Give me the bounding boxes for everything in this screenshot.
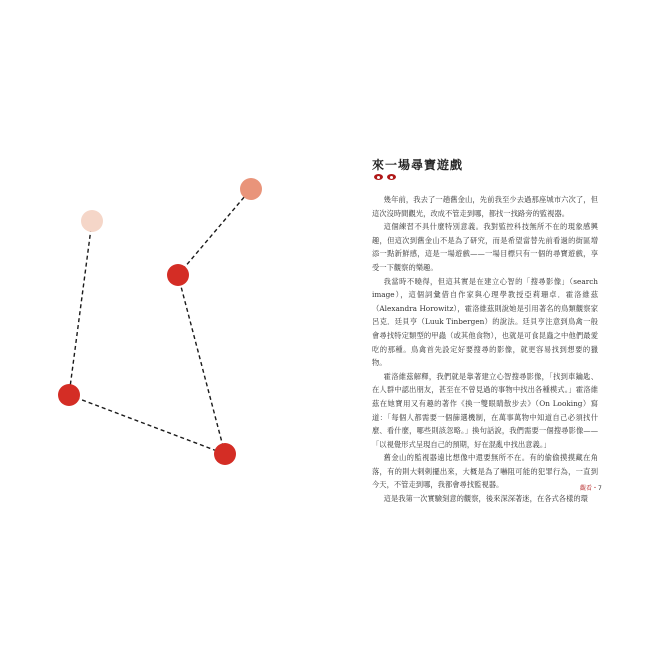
body-text bbox=[372, 193, 598, 506]
paragraph: 霍洛維茲解釋，我們就是靠著建立心智搜尋影像，「找到車鑰匙、在人群中認出朋友，甚至在不曾見過的事物中找出各種模式。」霍洛維茲在她寶用又有趣的著作《換一雙眼睛散步去》（On Looking）寫道：「每個人都需要一個篩選機制，在萬事萬物中知道自己必須找什麼、看什麼，哪些則該忽略。」換句話說，我們需要一個搜尋影像——「以視覺形式呈現自己的預期，好在混亂中找出意義。」 bbox=[372, 371, 598, 449]
dot bbox=[240, 178, 262, 200]
footer-separator: ・ bbox=[592, 485, 599, 492]
page-footer bbox=[580, 483, 602, 492]
eye-ornament bbox=[374, 174, 396, 180]
section-name: 觀看 bbox=[580, 485, 593, 492]
dashed-connector bbox=[178, 275, 225, 454]
dashed-connector bbox=[69, 395, 225, 454]
paragraph: 我當時不曉得，但這其實是在建立心智的「搜尋影像」（search image），這個詞彙借自作家與心理學教授亞莉珊卓．霍洛維茲（Alexandra Horowitz），霍洛維茲則說她是引用著名的鳥類觀察家呂克．廷貝亨（Luuk Tinbergen）的說法。廷貝亨注意到鳥禽一般會尋找特定類型的甲蟲（或其他食物），也就是可食昆蟲之中他們最愛吃的那種。鳥禽首先設定好要搜尋的影像，就更容易找到想要的獵物。 bbox=[372, 276, 598, 368]
eye-icon bbox=[374, 174, 383, 180]
page-title: 來一場尋寶遊戲 bbox=[372, 158, 464, 172]
paragraph: 這是我第一次實驗刻意的觀察，後來深深著迷，在各式各樣的環 bbox=[383, 494, 588, 504]
dashed-connector bbox=[69, 221, 92, 395]
dot bbox=[214, 443, 236, 465]
dashed-connector bbox=[178, 189, 251, 275]
dot bbox=[167, 264, 189, 286]
dot bbox=[81, 210, 103, 232]
page-number: 7 bbox=[598, 485, 602, 492]
dot bbox=[58, 384, 80, 406]
eye-icon bbox=[387, 174, 396, 180]
paragraph: 幾年前，我去了一趟舊金山，先前我至少去過那座城市六次了，但這次沒時間觀光，改成不管走到哪，都找一找路旁的監視器。 bbox=[372, 195, 598, 218]
paragraph: 這個練習不具什麼特別意義。我對監控科技無所不在的現象感興趣，但這次到舊金山不是為了研究，而是希望當替先前看過的街區增添一點新鮮感，這是一場遊戲——一場目標只有一個的尋寶遊戲，享受一下觀察的樂趣。 bbox=[372, 222, 598, 272]
paragraph: 舊金山的監視器遠比想像中還要無所不在。有的偷偷摸摸藏在角落，有的則大剌剌擺出來，大概是為了嚇阻可能的犯罪行為，一直到今天，不管走到哪，我都會尋找監視器。 bbox=[372, 453, 598, 490]
